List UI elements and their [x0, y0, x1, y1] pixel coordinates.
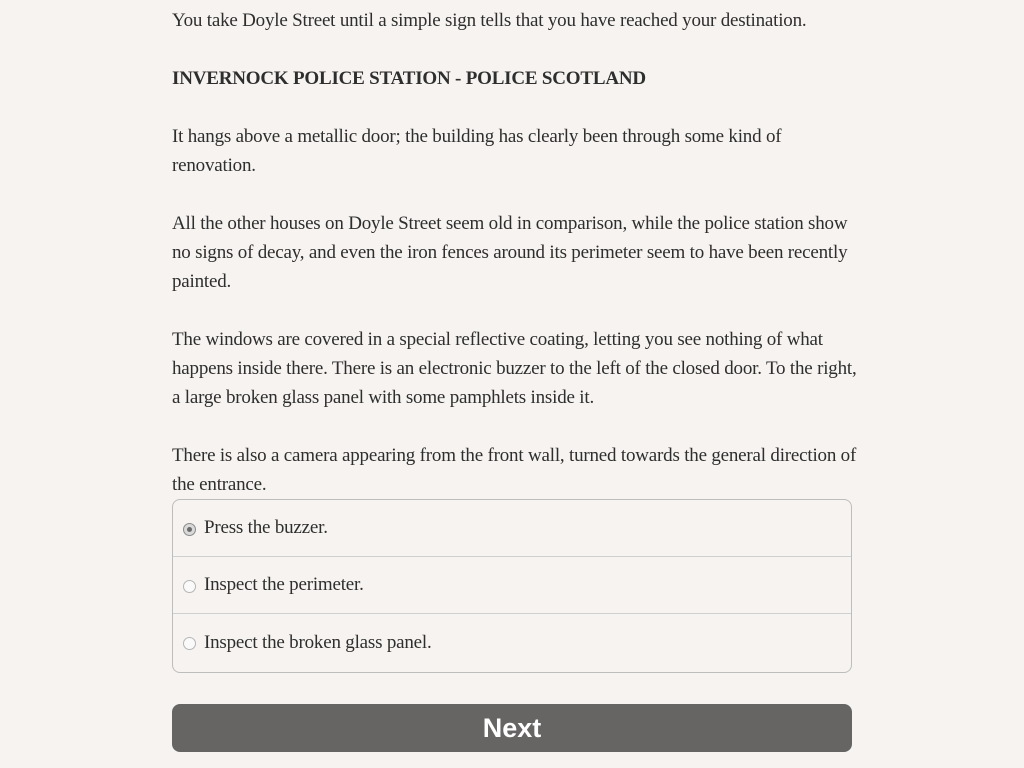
choice-label: Inspect the broken glass panel.: [204, 631, 432, 653]
story-paragraph: All the other houses on Doyle Street seem old in comparison, while the police station show no signs of decay, and even the iron fences around its perimeter seem to have been recently painted.: [172, 213, 848, 292]
choice-inspect-perimeter[interactable]: [173, 557, 851, 614]
choice-press-buzzer[interactable]: [173, 500, 851, 557]
story-paragraph: You take Doyle Street until a simple sign tells that you have reached your destination.: [172, 10, 807, 31]
next-button[interactable]: Next: [172, 704, 852, 752]
radio-icon[interactable]: [183, 580, 196, 593]
choice-list: [172, 499, 852, 673]
choice-label: Press the buzzer.: [204, 517, 328, 538]
radio-icon[interactable]: [183, 637, 196, 650]
story-paragraph: There is also a camera appearing from the front wall, turned towards the general direction of the entrance.: [172, 445, 857, 495]
choice-label: Inspect the perimeter.: [204, 574, 364, 595]
choice-inspect-glass-panel[interactable]: [173, 614, 851, 671]
story-paragraph: The windows are covered in a special reflective coating, letting you see nothing of what happens inside there. There is an electronic buzzer to the left of the closed door. To the right, a large broken glass panel with some pamphlets inside it.: [172, 329, 857, 408]
sign-heading: INVERNOCK POLICE STATION - POLICE SCOTLAND: [172, 68, 646, 89]
radio-selected-icon[interactable]: [183, 523, 196, 536]
story-text: [172, 6, 862, 528]
story-paragraph: It hangs above a metallic door; the building has clearly been through some kind of renovation.: [172, 126, 782, 176]
